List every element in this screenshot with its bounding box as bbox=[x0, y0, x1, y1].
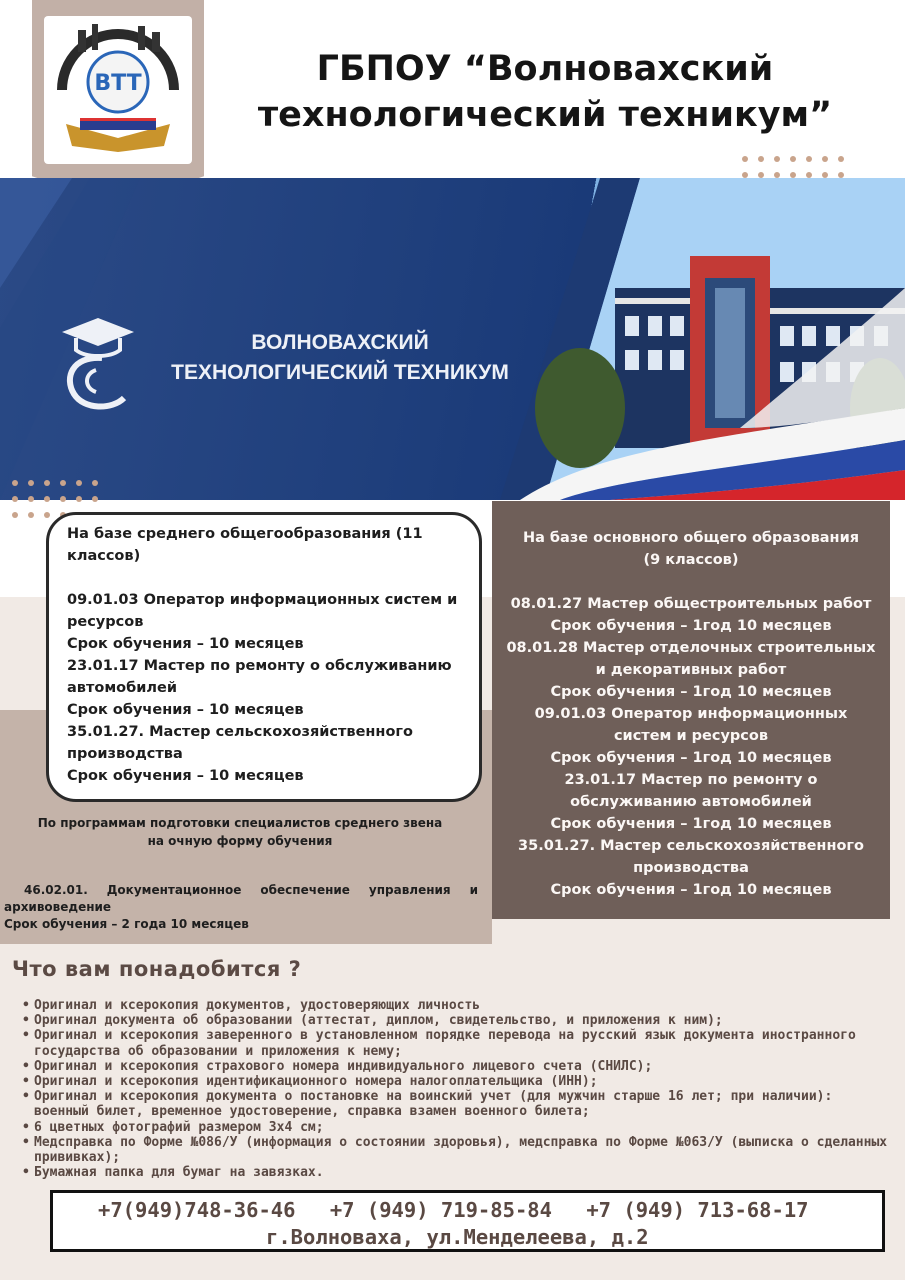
program-line: и декоративных работ bbox=[595, 662, 787, 678]
program-line: Срок обучения – 1год 10 месяцев bbox=[550, 882, 832, 898]
program-line: Срок обучения – 1год 10 месяцев bbox=[550, 750, 832, 766]
program-line: 08.01.27 Мастер общестроительных работ bbox=[510, 596, 872, 612]
program-line: Срок обучения – 1год 10 месяцев bbox=[550, 618, 832, 634]
phone-number-1[interactable]: +7(949)748-36-46 bbox=[98, 1198, 296, 1222]
spo-program-line-2: архивоведение bbox=[4, 900, 112, 914]
secondary-education-programs bbox=[46, 512, 482, 802]
phone-numbers bbox=[98, 1198, 831, 1222]
program-line: 35.01.27. Мастер сельскохозяйственного производства bbox=[67, 724, 413, 762]
panel-heading-line-1: На базе основного общего образования bbox=[522, 530, 860, 546]
program-line: 08.01.28 Мастер отделочных строительных bbox=[506, 640, 876, 656]
requirements-list bbox=[22, 998, 892, 1180]
program-line: 09.01.03 Оператор информационных систем и ресурсов bbox=[67, 592, 458, 630]
program-line: 35.01.27. Мастер сельскохозяйственного bbox=[518, 838, 864, 854]
spo-heading-line-2: на очную форму обучения bbox=[147, 834, 333, 848]
list-item: • Оригинал и ксерокопия идентификационного номера налогоплательщика (ИНН); bbox=[22, 1074, 892, 1089]
program-line: обслуживанию автомобилей bbox=[570, 794, 812, 810]
list-item: • Оригинал и ксерокопия документов, удостоверяющих личность bbox=[22, 998, 892, 1013]
program-line: систем и ресурсов bbox=[613, 728, 769, 744]
panel-heading-line-2: (9 классов) bbox=[643, 552, 739, 568]
program-line: Срок обучения – 10 месяцев bbox=[67, 636, 304, 652]
program-line: Срок обучения – 1год 10 месяцев bbox=[550, 816, 832, 832]
title-line-1: ГБПОУ “Волновахский bbox=[316, 49, 774, 89]
hero-banner bbox=[0, 178, 905, 500]
phone-number-3[interactable]: +7 (949) 713-68-17 bbox=[586, 1198, 809, 1222]
basic-education-programs bbox=[492, 501, 890, 919]
requirements-heading: Что вам понадобится ? bbox=[12, 957, 302, 981]
program-line: производства bbox=[633, 860, 749, 876]
list-item: • Оригинал и ксерокопия заверенного в установленном порядке перевода на русский язык документа иностранного государства об образовании и приложения к нему; bbox=[22, 1028, 892, 1058]
list-item: • Медсправка по Форме №086/У (информация о состоянии здоровья), медсправка по Форме №063/У (выписка о сделанных прививках); bbox=[22, 1135, 892, 1165]
phone-number-2[interactable]: +7 (949) 719-85-84 bbox=[329, 1198, 552, 1222]
program-line: 23.01.17 Мастер по ремонту о обслуживанию автомобилей bbox=[67, 658, 452, 696]
page-title bbox=[205, 46, 885, 138]
list-item: • 6 цветных фотографий размером 3х4 см; bbox=[22, 1120, 892, 1135]
banner-name-line-2: ТЕХНОЛОГИЧЕСКИЙ ТЕХНИКУМ bbox=[171, 361, 509, 384]
spo-program-line-1: 46.02.01. Документационное обеспечение управления и bbox=[24, 883, 478, 897]
list-item: • Оригинал и ксерокопия страхового номера индивидуального лицевого счета (СНИЛС); bbox=[22, 1059, 892, 1074]
graduation-cap-icon bbox=[62, 318, 134, 407]
address: г.Волноваха, ул.Менделеева, д.2 bbox=[266, 1225, 649, 1249]
program-line: Срок обучения – 10 месяцев bbox=[67, 702, 304, 718]
banner-college-name bbox=[150, 328, 530, 388]
spo-duration: Срок обучения – 2 года 10 месяцев bbox=[4, 917, 249, 931]
program-line: 09.01.03 Оператор информационных bbox=[534, 706, 848, 722]
college-logo bbox=[44, 16, 192, 164]
list-item: • Бумажная папка для бумаг на завязках. bbox=[22, 1165, 892, 1180]
program-line: Срок обучения – 1год 10 месяцев bbox=[550, 684, 832, 700]
program-line: Срок обучения – 10 месяцев bbox=[67, 768, 304, 784]
spo-heading-line-1: По программам подготовки специалистов среднего звена bbox=[37, 816, 443, 830]
list-item: • Оригинал документа об образовании (аттестат, диплом, свидетельство, и приложения к ним); bbox=[22, 1013, 892, 1028]
banner-name-line-1: ВОЛНОВАХСКИЙ bbox=[251, 331, 429, 354]
list-item: • Оригинал и ксерокопия документа о постановке на воинский учет (для мужчин старше 16 лет; при наличии): военный билет, временное удостоверение, справка взамен военного билета; bbox=[22, 1089, 892, 1119]
spo-heading bbox=[20, 814, 460, 850]
card-heading: На базе среднего общегообразования (11 классов) bbox=[67, 526, 423, 564]
spo-program bbox=[4, 882, 478, 933]
title-line-2: технологический техникум” bbox=[257, 95, 833, 135]
college-emblem-icon bbox=[48, 20, 188, 160]
program-line: 23.01.17 Мастер по ремонту о bbox=[564, 772, 818, 788]
svg-text:BTT: BTT bbox=[94, 71, 142, 96]
